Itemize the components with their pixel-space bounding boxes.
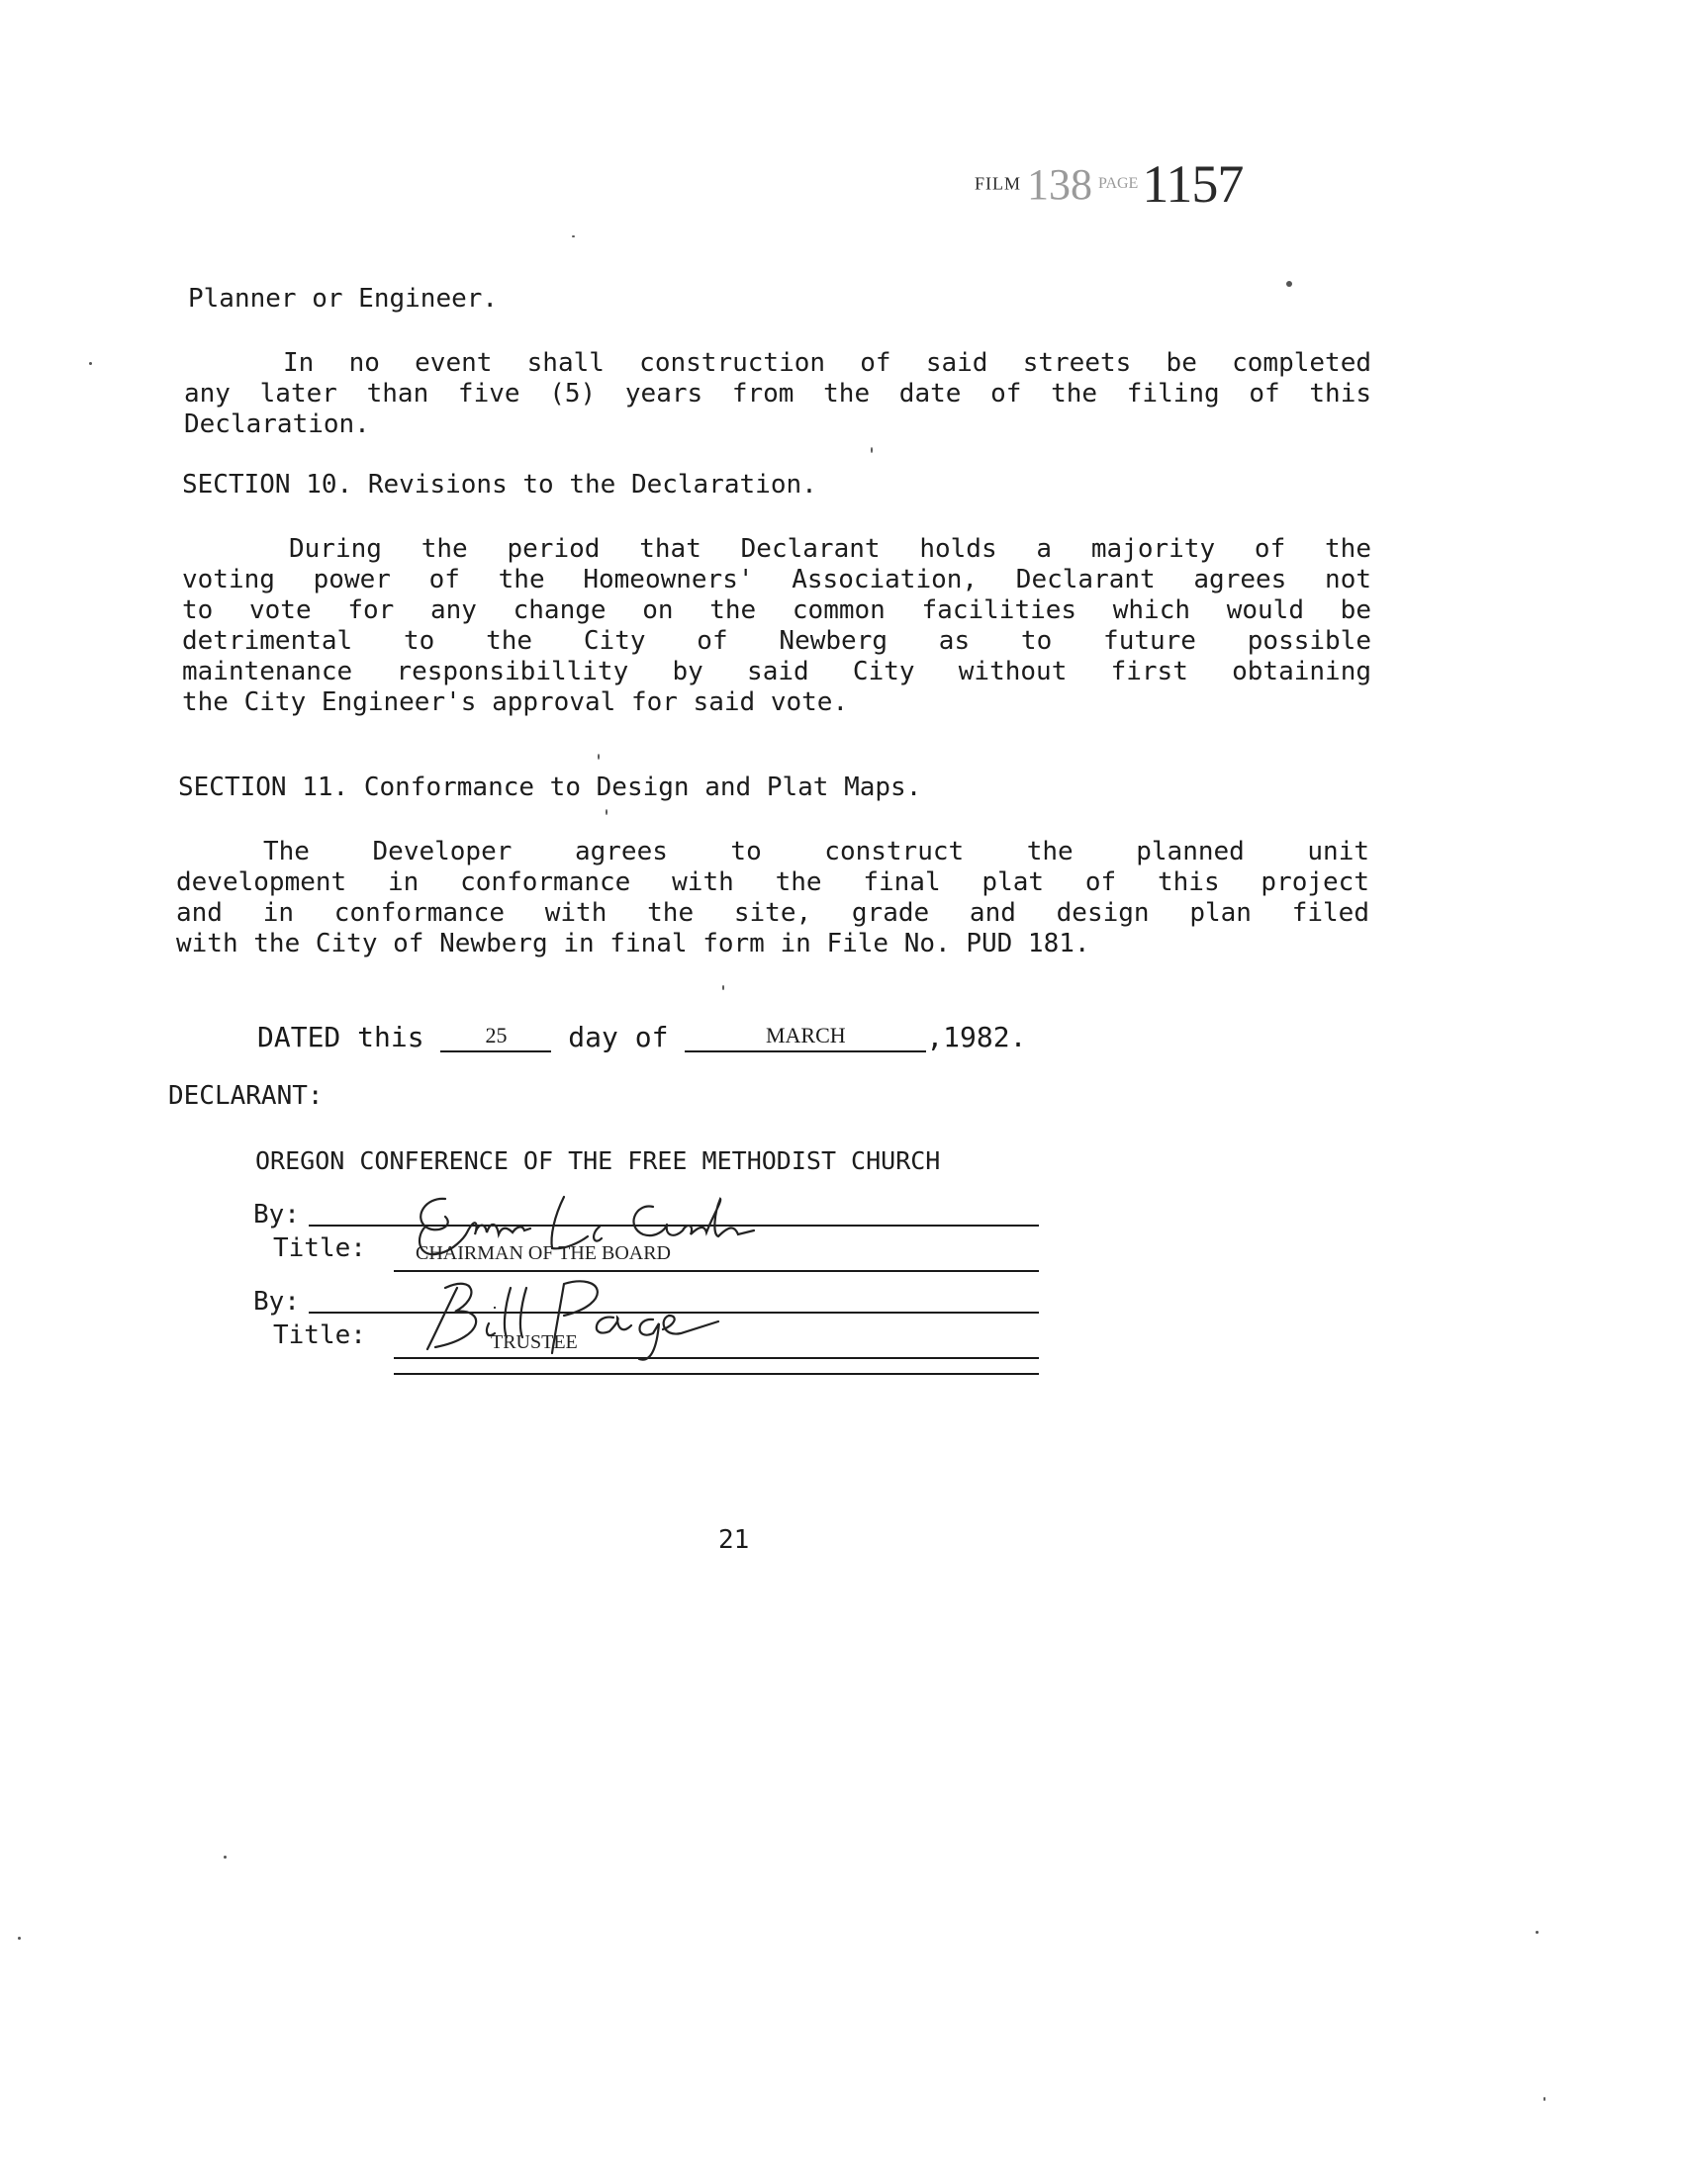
scan-speck (1543, 2097, 1545, 2101)
signer-1-title-value: CHAIRMAN OF THE BOARD (416, 1242, 671, 1264)
film-volume: 138 (1027, 159, 1093, 209)
paragraph-line: In no event shall construction of said streets be completed (283, 348, 1371, 378)
paragraph-line: and in conformance with the site, grade and design plan filed (176, 898, 1369, 928)
section-11-heading: SECTION 11. Conformance to Design and Plat Maps. (178, 773, 922, 802)
dated-line (257, 1021, 1026, 1056)
dated-prefix: DATED this (257, 1021, 424, 1053)
continuation-line: Planner or Engineer. (188, 284, 499, 314)
paragraph-line: During the period that Declarant holds a majority of the (289, 534, 1371, 564)
scan-speck (89, 362, 92, 365)
scan-speck (1536, 1931, 1539, 1934)
paragraph-line: with the City of Newberg in final form in File No. PUD 181. (176, 929, 1090, 958)
scan-speck (18, 1937, 21, 1940)
scan-speck (598, 754, 600, 760)
signer-1-by-label: By: (253, 1200, 300, 1229)
paragraph-revisions (182, 534, 1371, 718)
section-10-heading: SECTION 10. Revisions to the Declaration. (182, 470, 817, 500)
signer-2-by-label: By: (253, 1287, 300, 1317)
dated-month: MARCH (685, 1021, 926, 1052)
signer-2-underline (394, 1373, 1039, 1375)
paragraph-line: detrimental to the City of Newberg as to future possible (182, 626, 1371, 656)
paragraph-conformance (176, 837, 1369, 959)
organization-name: OREGON CONFERENCE OF THE FREE METHODIST CHURCH (255, 1146, 941, 1175)
paragraph-line: The Developer agrees to construct the planned unit (263, 837, 1369, 866)
scan-speck (606, 809, 607, 815)
signer-1-title-label: Title: (273, 1233, 366, 1263)
paragraph-line: voting power of the Homeowners' Association, Declarant agrees not (182, 565, 1371, 594)
scan-speck (224, 1856, 227, 1859)
recording-page-number: 1157 (1142, 154, 1244, 214)
scan-speck (871, 447, 873, 453)
paragraph-line: Declaration. (184, 410, 370, 439)
signer-2-title-value: TRUSTEE (491, 1331, 578, 1353)
scan-speck (572, 235, 575, 237)
paragraph-street-completion (184, 348, 1371, 440)
declarant-label: DECLARANT: (168, 1081, 324, 1111)
paragraph-line: maintenance responsibillity by said City without first obtaining (182, 657, 1371, 686)
paragraph-line: any later than five (5) years from the date of the filing of this (184, 379, 1371, 409)
dated-year: ,1982. (926, 1021, 1027, 1053)
film-label: FILM (975, 173, 1022, 194)
film-page-stamp (975, 153, 1243, 215)
dated-day: 25 (440, 1021, 551, 1052)
signer-1-signature (406, 1177, 821, 1276)
scan-speck (722, 985, 724, 990)
scan-speck (1286, 281, 1292, 287)
paragraph-line: the City Engineer's approval for said vote. (182, 687, 849, 717)
paragraph-line: development in conformance with the final plat of this project (176, 867, 1369, 897)
dated-mid: day of (568, 1021, 669, 1053)
signer-2-signature (416, 1268, 742, 1367)
signer-2-title-label: Title: (273, 1320, 366, 1350)
paragraph-line: to vote for any change on the common facilities which would be (182, 595, 1371, 625)
page-label: PAGE (1098, 175, 1139, 192)
page-number: 21 (718, 1525, 750, 1555)
